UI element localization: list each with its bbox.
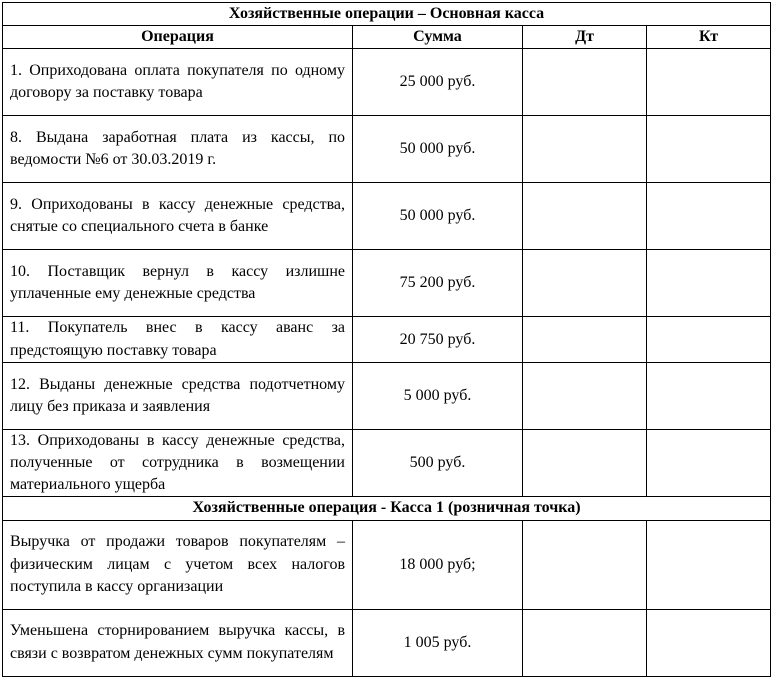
- operations-table: [2, 2, 771, 677]
- credit-cell[interactable]: [647, 429, 771, 497]
- column-header-credit: Кт: [647, 26, 771, 49]
- credit-cell[interactable]: [647, 520, 771, 609]
- credit-cell[interactable]: [647, 183, 771, 250]
- table-row: [3, 609, 771, 676]
- debit-cell[interactable]: [523, 362, 647, 429]
- operation-text: Поставщик вернул в кассу излишне уплаченные ему денежные средства: [10, 263, 346, 303]
- credit-cell[interactable]: [647, 609, 771, 676]
- table-row: [3, 49, 771, 116]
- credit-cell[interactable]: [647, 250, 771, 317]
- operation-text: Покупатель внес в кассу аванс за предстоящую поставку товара: [10, 319, 345, 359]
- operation-text: Оприходованы в кассу денежные средства, снятые со специального счета в банке: [10, 196, 346, 236]
- section-header-row: [3, 497, 771, 520]
- table-row: [3, 520, 771, 609]
- debit-cell[interactable]: [523, 609, 647, 676]
- table-row: [3, 183, 771, 250]
- amount-cell: 75 200 руб.: [353, 250, 523, 317]
- operation-number: 9.: [10, 196, 22, 214]
- credit-cell[interactable]: [647, 317, 771, 362]
- operation-cell: [3, 183, 353, 250]
- amount-cell: 1 005 руб.: [353, 609, 523, 676]
- operation-text: Выручка от продажи товаров покупателям – физическим лицам с учетом всех налогов поступила в кассу организации: [3, 520, 353, 609]
- debit-cell[interactable]: [523, 429, 647, 497]
- amount-cell: 18 000 руб;: [353, 520, 523, 609]
- operation-cell: [3, 49, 353, 116]
- table-row: [3, 317, 771, 362]
- table-row: [3, 250, 771, 317]
- table-row: [3, 429, 771, 497]
- debit-cell[interactable]: [523, 183, 647, 250]
- operation-text: Оприходована оплата покупателя по одному договору за поставку товара: [10, 62, 346, 102]
- column-header-amount: Сумма: [353, 26, 523, 49]
- column-header-row: [3, 26, 771, 49]
- operation-cell: [3, 362, 353, 429]
- table-row: [3, 116, 771, 183]
- debit-cell[interactable]: [523, 250, 647, 317]
- section-title-retail-cash: Хозяйственные операция - Касса 1 (розничная точка): [3, 497, 771, 520]
- credit-cell[interactable]: [647, 362, 771, 429]
- credit-cell[interactable]: [647, 49, 771, 116]
- column-header-debit: Дт: [523, 26, 647, 49]
- debit-cell[interactable]: [523, 317, 647, 362]
- operation-text: Уменьшена сторнированием выручка кассы, в связи с возвратом денежных сумм покупателям: [3, 609, 353, 676]
- amount-cell: 50 000 руб.: [353, 116, 523, 183]
- section-header-row: [3, 3, 771, 26]
- amount-cell: 500 руб.: [353, 429, 523, 497]
- operation-number: 1.: [10, 62, 22, 80]
- debit-cell[interactable]: [523, 49, 647, 116]
- credit-cell[interactable]: [647, 116, 771, 183]
- operation-cell: [3, 116, 353, 183]
- operation-number: 8.: [10, 129, 22, 147]
- amount-cell: 5 000 руб.: [353, 362, 523, 429]
- operation-cell: [3, 250, 353, 317]
- amount-cell: 25 000 руб.: [353, 49, 523, 116]
- amount-cell: 20 750 руб.: [353, 317, 523, 362]
- operation-cell: [3, 429, 353, 497]
- amount-cell: 50 000 руб.: [353, 183, 523, 250]
- operation-number: 12.: [10, 375, 30, 393]
- operation-text: Выдана заработная плата из кассы, по ведомости №6 от 30.03.2019 г.: [10, 129, 346, 169]
- operation-number: 13.: [10, 431, 30, 449]
- debit-cell[interactable]: [523, 520, 647, 609]
- table-row: [3, 362, 771, 429]
- section-title-main-cash: Хозяйственные операции – Основная касса: [3, 3, 771, 26]
- operation-cell: [3, 317, 353, 362]
- operation-text: Оприходованы в кассу денежные средства, полученные от сотрудника в возмещении материального ущерба: [10, 431, 346, 494]
- operation-number: 10.: [10, 263, 30, 281]
- operation-text: Выданы денежные средства подотчетному лицу без приказа и заявления: [10, 375, 345, 415]
- debit-cell[interactable]: [523, 116, 647, 183]
- operation-number: 11.: [10, 319, 30, 337]
- column-header-operation: Операция: [3, 26, 353, 49]
